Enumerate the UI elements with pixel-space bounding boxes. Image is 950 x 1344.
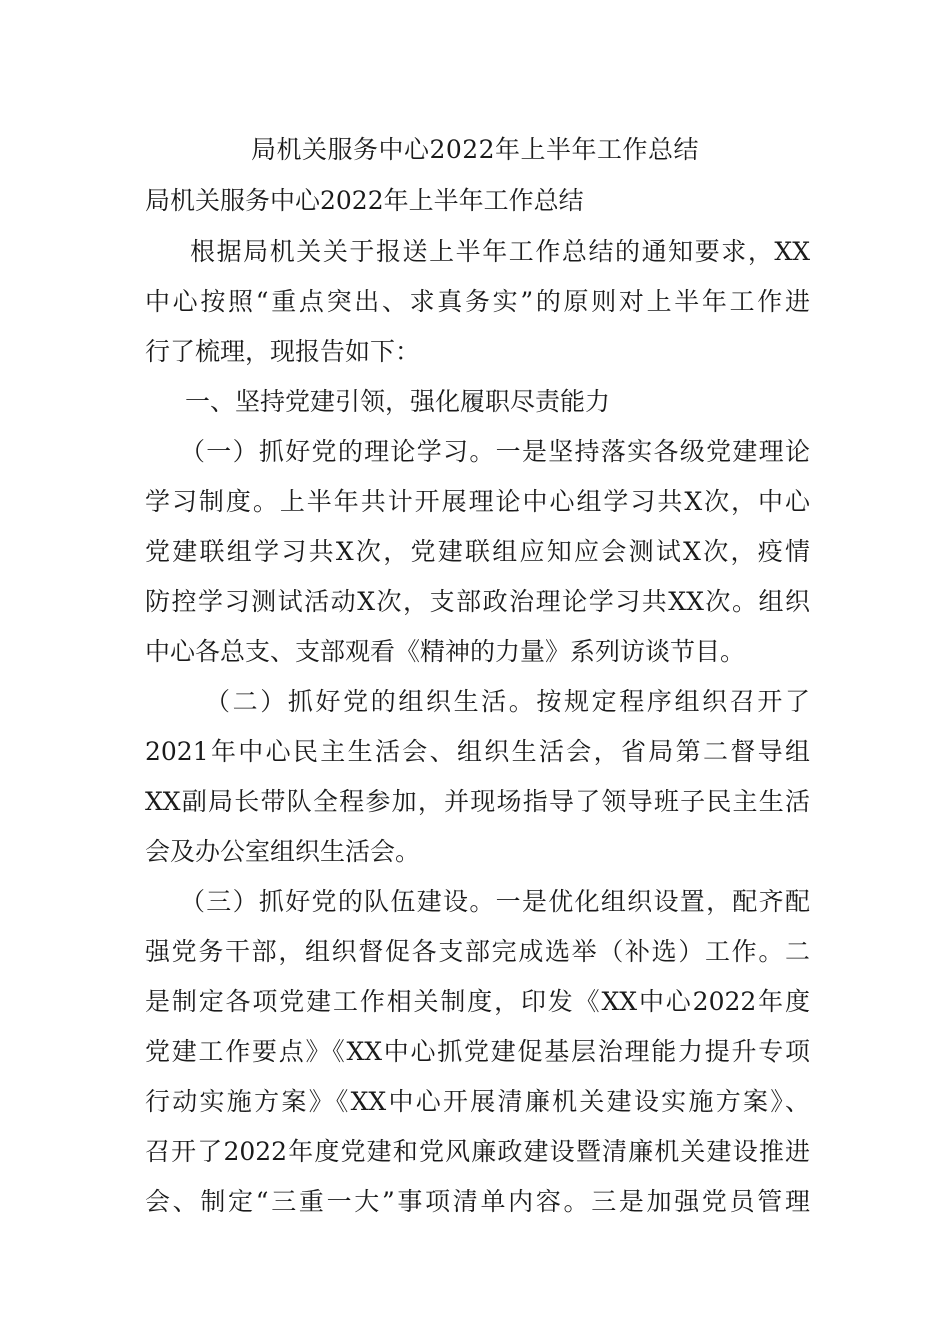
document-subtitle: 局机关服务中心2022年上半年工作总结 <box>145 186 584 215</box>
body-line-18: 行动实施方案》《XX中心开展清廉机关建设实施方案》、 <box>145 1087 810 1116</box>
body-line-16: 是制定各项党建工作相关制度，印发《XX中心2022年度 <box>145 987 810 1016</box>
body-line-5: （一）抓好党的理论学习。一是坚持落实各级党建理论 <box>180 437 810 466</box>
body-line-11: 2021年中心民主生活会、组织生活会，省局第二督导组 <box>145 737 810 766</box>
section-heading-1: 一、坚持党建引领，强化履职尽责能力 <box>185 387 611 416</box>
body-line-7: 党建联组学习共X次，党建联组应知应会测试X次，疫情 <box>145 537 810 566</box>
body-line-3: 行了梳理，现报告如下： <box>145 337 421 366</box>
body-line-8: 防控学习测试活动X次，支部政治理论学习共XX次。组织 <box>145 587 810 616</box>
body-line-15: 强党务干部，组织督促各支部完成选举（补选）工作。二 <box>145 937 810 966</box>
body-line-2: 中心按照“重点突出、求真务实”的原则对上半年工作进 <box>145 287 810 316</box>
body-line-9: 中心各总支、支部观看《精神的力量》系列访谈节目。 <box>145 637 746 666</box>
body-line-6: 学习制度。上半年共计开展理论中心组学习共X次，中心 <box>145 487 810 516</box>
body-line-1: 根据局机关关于报送上半年工作总结的通知要求，XX <box>190 237 810 266</box>
body-line-20: 会、制定“三重一大”事项清单内容。三是加强党员管理 <box>145 1187 810 1216</box>
body-line-19: 召开了2022年度党建和党风廉政建设暨清廉机关建设推进 <box>145 1137 810 1166</box>
body-line-13: 会及办公室组织生活会。 <box>145 837 421 866</box>
body-line-14: （三）抓好党的队伍建设。一是优化组织设置，配齐配 <box>180 887 810 916</box>
body-line-10: （二）抓好党的组织生活。按规定程序组织召开了 <box>205 687 810 716</box>
body-line-17: 党建工作要点》《XX中心抓党建促基层治理能力提升专项 <box>145 1037 810 1066</box>
document-title: 局机关服务中心2022年上半年工作总结 <box>250 135 700 164</box>
body-line-12: XX副局长带队全程参加，并现场指导了领导班子民主生活 <box>145 787 810 816</box>
